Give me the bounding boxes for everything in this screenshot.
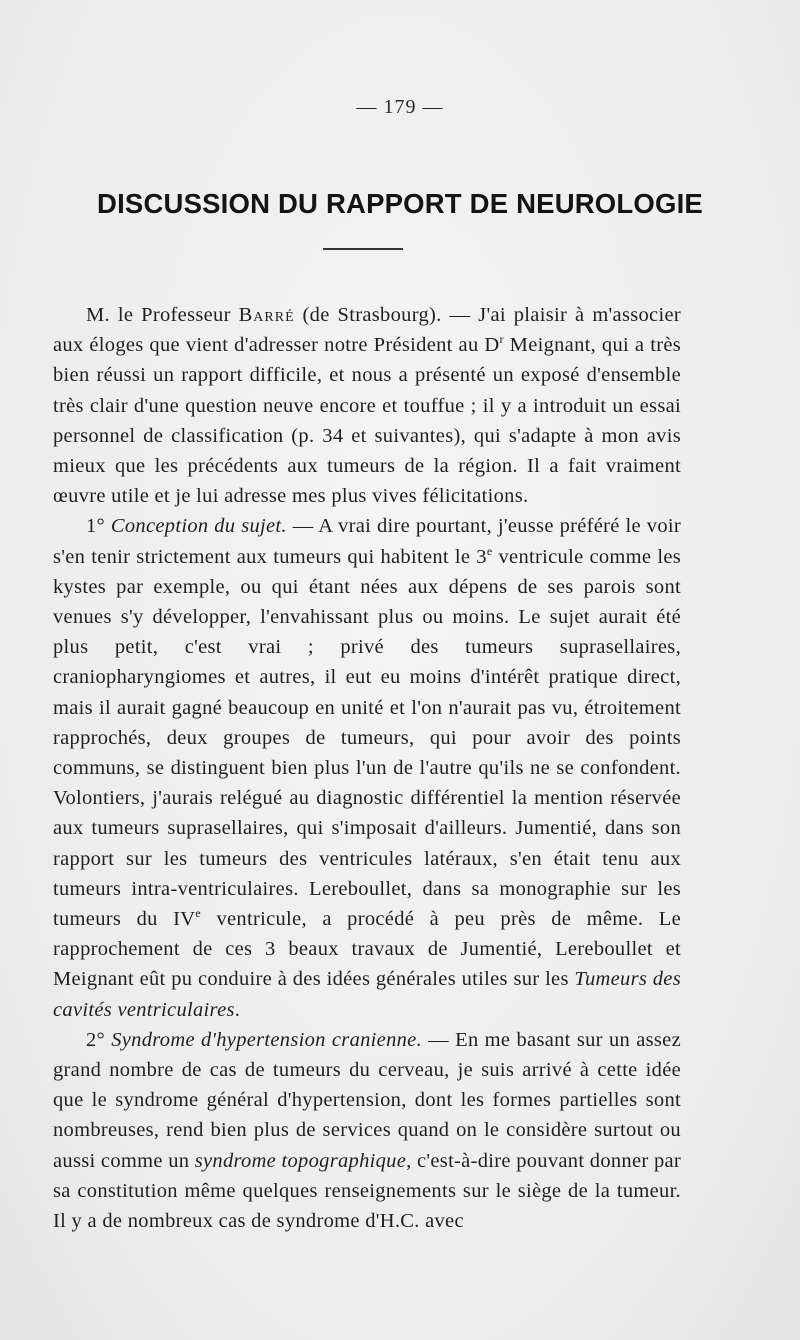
paragraph-1-text-c: Meignant, qui a très bien réussi un rapport difficile, et nous a présenté un exposé d'ensemble très clair d'une question neuve encore et touffue ; il y a introduit un essai personnel de classification (p. 34 et suivantes), qui s'adapte à mon avis mieux que les précédents aux tumeurs de la région. Il a fait vraiment œuvre utile et je lui adresse mes plus vives félicitations. bbox=[53, 334, 681, 508]
paragraph-1-text-a: M. le Professeur bbox=[86, 304, 239, 326]
body-text bbox=[53, 300, 681, 1236]
title-divider bbox=[323, 248, 403, 250]
paragraph-1-text-b: (de Strasbourg). — J'ai plaisir à m'associer aux éloges que vient d'adresser notre Président au D bbox=[53, 304, 681, 357]
paragraph-2-text-b: ventricule comme les kystes par exemple, ou qui étant nées aux dépens de ses parois sont venues s'y développer, l'envahissant plus ou moins. Le sujet aurait été plus petit, c'est vrai ; privé des tumeurs suprasellaires, craniopharyngiomes et autres, il eut eu moins d'intérêt pratique direct, mais il aurait gagné beaucoup en unité et l'on n'aurait pas vu, étroitement rapprochés, deux groupes de tumeurs, qui pour avoir des points communs, se distinguent bien plus l'un de l'autre qu'ils ne se confondent. Volontiers, j'aurais relégué au diagnostic différentiel la mention réservée aux tumeurs suprasellaires, qui s'imposait d'ailleurs. Jumentié, dans son rapport sur les tumeurs des ventricules latéraux, s'en était tenu aux tumeurs intra-ventriculaires. Lereboullet, dans sa monographie sur les tumeurs du IV bbox=[53, 545, 681, 931]
section-number-2: 2° bbox=[86, 1028, 112, 1051]
page-title: DISCUSSION DU RAPPORT DE NEUROLOGIE bbox=[97, 188, 703, 219]
superscript-r: r bbox=[499, 332, 504, 347]
author-name: Barré bbox=[238, 304, 295, 326]
italic-phrase-syndrome: syndrome topographique bbox=[194, 1149, 407, 1172]
section-heading-syndrome: Syndrome d'hypertension cranienne. bbox=[111, 1028, 422, 1051]
superscript-e-2: e bbox=[195, 906, 202, 921]
paragraph-3 bbox=[53, 1025, 681, 1236]
paragraph-2 bbox=[53, 511, 681, 1024]
section-number-1: 1° bbox=[86, 515, 111, 538]
paragraph-3-text-a: — En me basant sur un assez grand nombre de cas de tumeurs du cerveau, je suis arrivé à cette idée que le syndrome général d'hypertension, dont les formes partielles sont nombreuses, rend bien plus de services quand on le considère surtout ou aussi comme un bbox=[53, 1028, 681, 1172]
italic-phrase-tumeurs: Tumeurs des cavités ventriculaires bbox=[53, 968, 681, 1021]
page-number: — 179 — bbox=[356, 96, 444, 118]
superscript-e: e bbox=[486, 543, 493, 558]
paragraph-2-text-c: ventricule, a procédé à peu près de même. Le rapprochement de ces 3 beaux travaux de Jumentié, Lereboullet et Meignant eût pu conduire à des idées générales utiles sur les bbox=[53, 908, 682, 991]
paragraph-3-text-b: , c'est-à-dire pouvant donner par sa constitution même quelques renseignements sur le siège de la tumeur. Il y a de nombreux cas de syndrome d'H.C. avec bbox=[53, 1149, 682, 1233]
paragraph-2-text-a: — A vrai dire pourtant, j'eusse préféré le voir s'en tenir strictement aux tumeurs qui habitent le 3 bbox=[53, 515, 682, 568]
paragraph-1 bbox=[53, 300, 681, 511]
section-heading-conception: Conception du sujet. bbox=[110, 515, 287, 538]
paragraph-2-text-d: . bbox=[234, 998, 241, 1021]
